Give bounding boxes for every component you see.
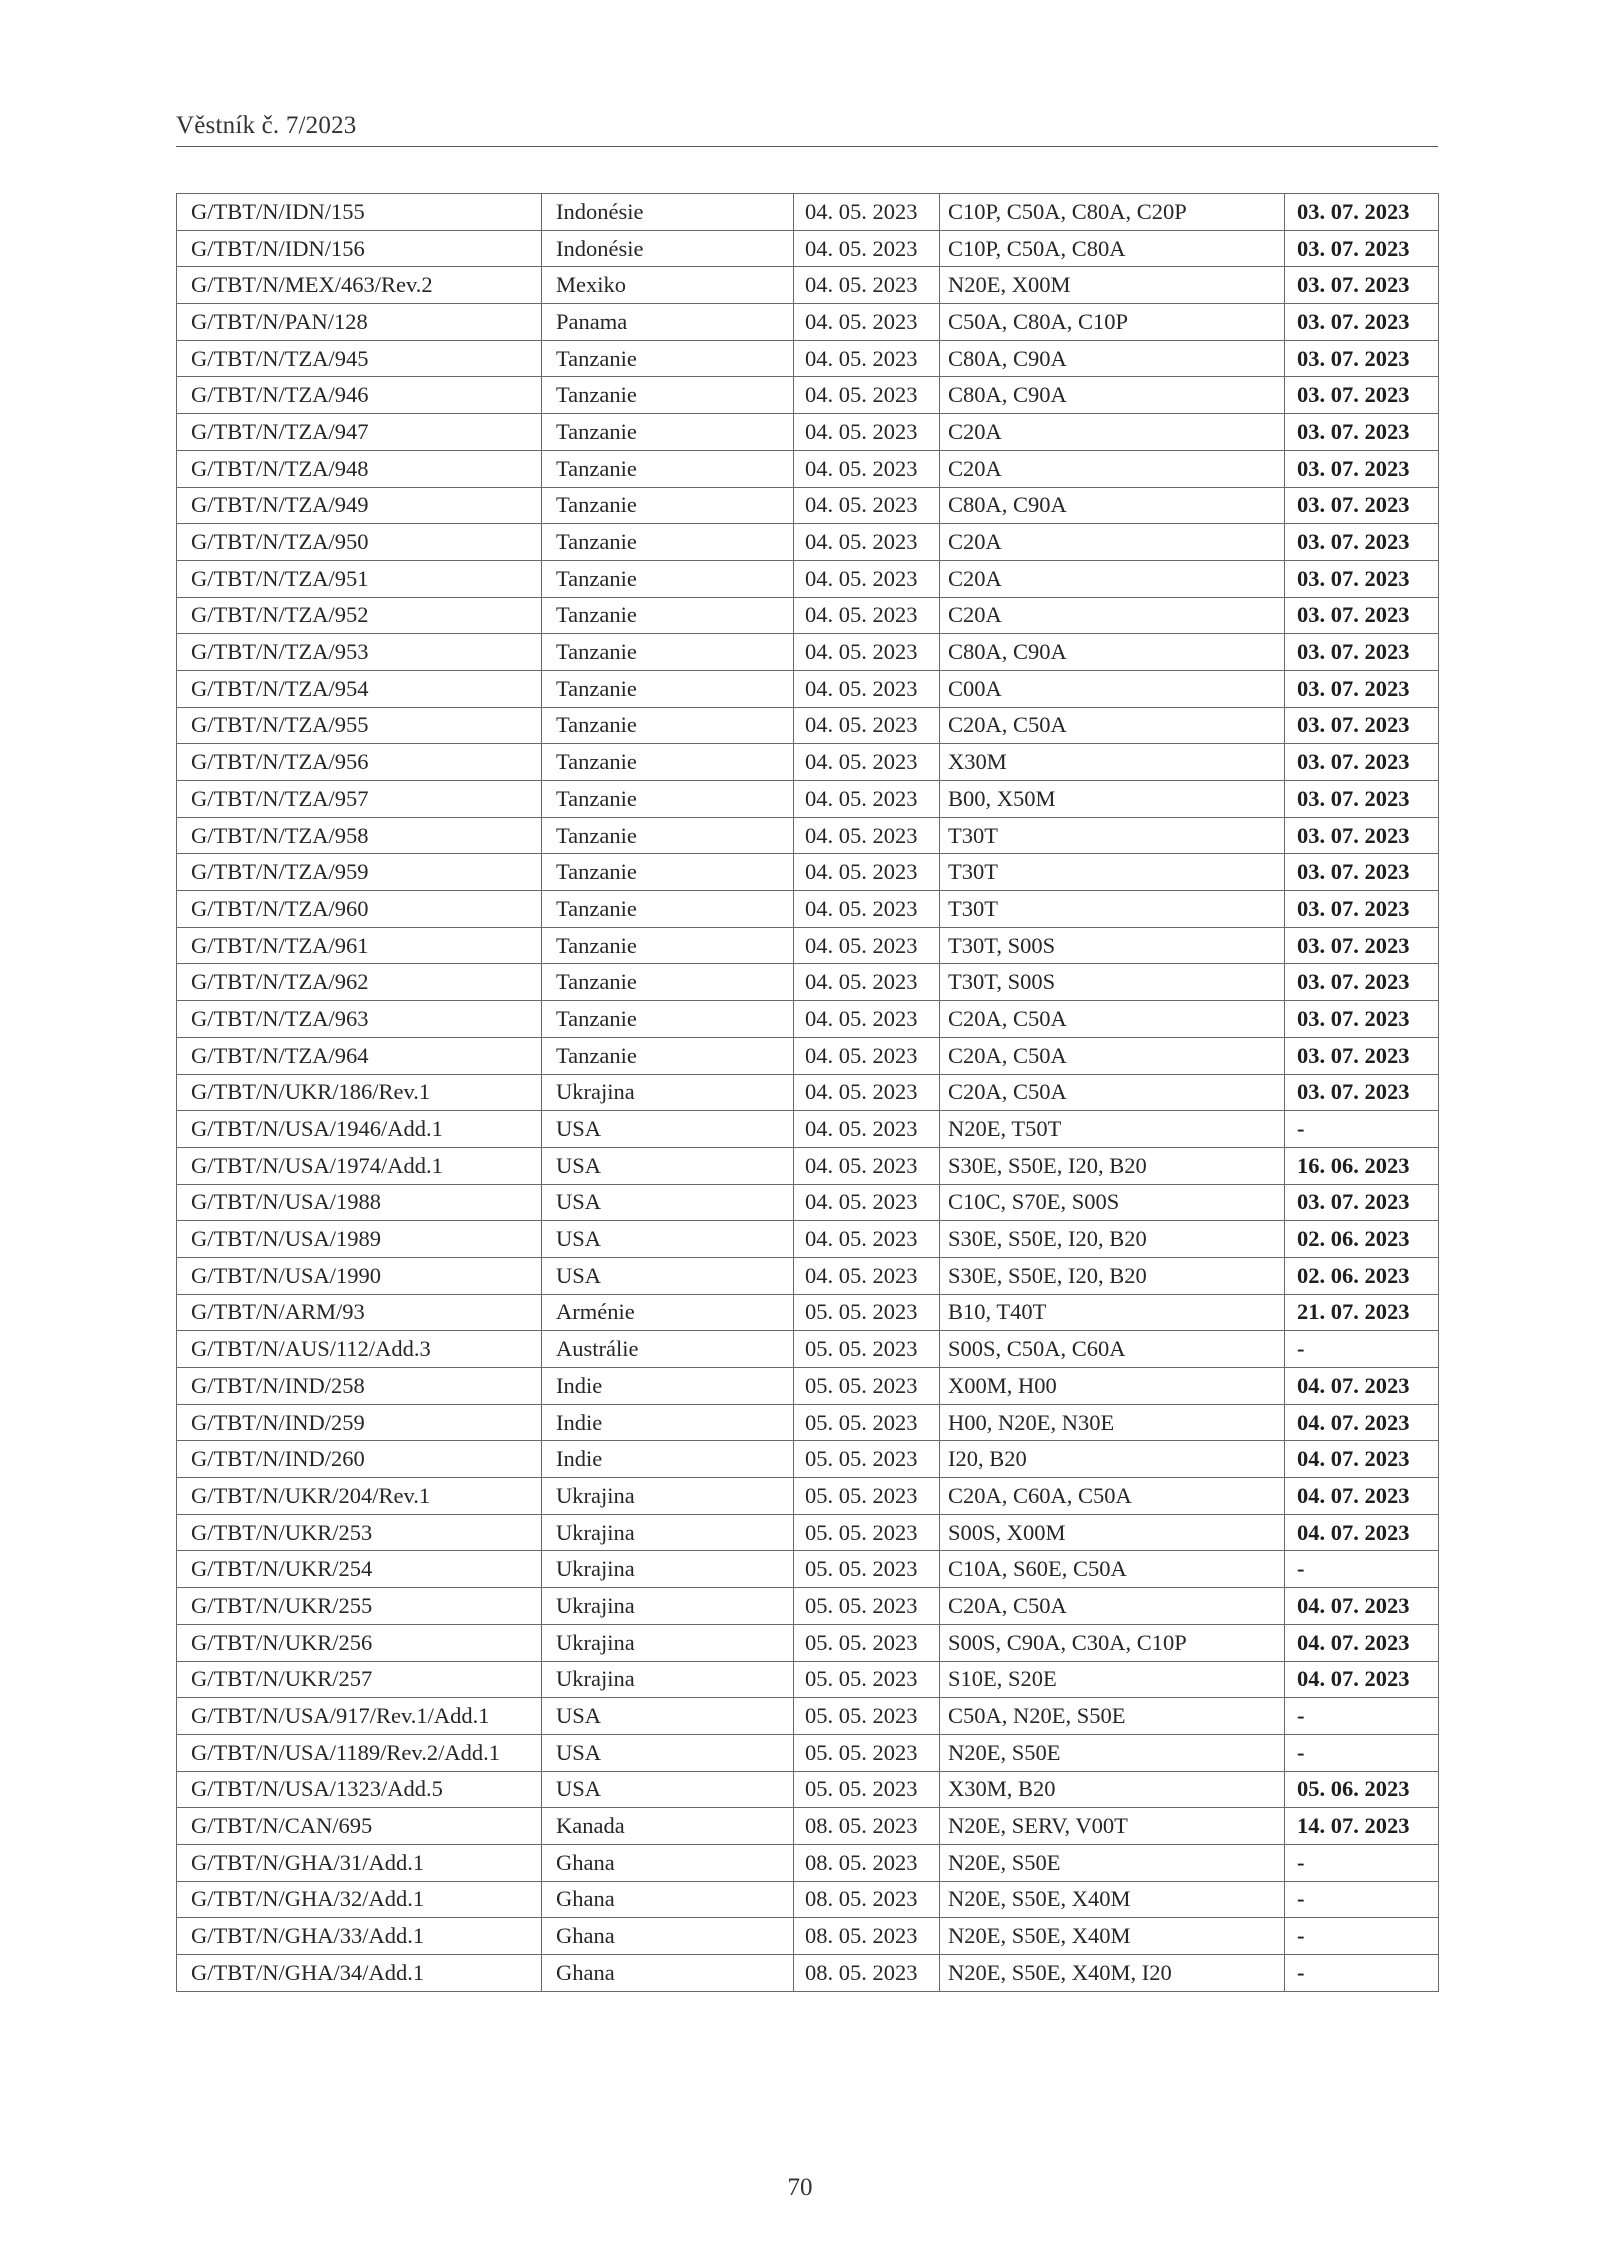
table-row [177,304,1439,341]
distribution-date: 05. 05. 2023 [794,1771,940,1808]
notifying-country: Indie [542,1441,794,1478]
page-number: 70 [787,2174,813,2201]
notifying-country: USA [542,1221,794,1258]
notifying-country: Indie [542,1368,794,1405]
notification-symbol: G/TBT/N/USA/1323/Add.5 [177,1771,542,1808]
product-codes: T30T [940,854,1285,891]
notifying-country: Tanzanie [542,487,794,524]
notifying-country: USA [542,1734,794,1771]
distribution-date: 05. 05. 2023 [794,1734,940,1771]
table-row [177,1881,1439,1918]
comment-deadline: 03. 07. 2023 [1285,927,1439,964]
table-row [177,230,1439,267]
table-row [177,597,1439,634]
notifying-country: Tanzanie [542,414,794,451]
product-codes: S30E, S50E, I20, B20 [940,1221,1285,1258]
notification-symbol: G/TBT/N/UKR/254 [177,1551,542,1588]
comment-deadline: 03. 07. 2023 [1285,1184,1439,1221]
distribution-date: 04. 05. 2023 [794,230,940,267]
product-codes: C80A, C90A [940,487,1285,524]
table-row [177,634,1439,671]
product-codes: C20A [940,450,1285,487]
table-row [177,1734,1439,1771]
comment-deadline: 03. 07. 2023 [1285,377,1439,414]
notifying-country: USA [542,1257,794,1294]
notification-symbol: G/TBT/N/TZA/954 [177,670,542,707]
distribution-date: 04. 05. 2023 [794,817,940,854]
distribution-date: 04. 05. 2023 [794,1074,940,1111]
comment-deadline: 02. 06. 2023 [1285,1221,1439,1258]
comment-deadline: - [1285,1331,1439,1368]
distribution-date: 05. 05. 2023 [794,1404,940,1441]
notifying-country: Tanzanie [542,634,794,671]
notification-symbol: G/TBT/N/TZA/960 [177,891,542,928]
notification-symbol: G/TBT/N/USA/1189/Rev.2/Add.1 [177,1734,542,1771]
notification-symbol: G/TBT/N/USA/1990 [177,1257,542,1294]
notifying-country: Indie [542,1404,794,1441]
notifying-country: Kanada [542,1808,794,1845]
product-codes: N20E, S50E, X40M [940,1881,1285,1918]
running-header: Věstník č. 7/2023 [176,112,357,139]
notifying-country: Tanzanie [542,927,794,964]
product-codes: N20E, S50E [940,1844,1285,1881]
notification-symbol: G/TBT/N/IND/259 [177,1404,542,1441]
product-codes: X30M, B20 [940,1771,1285,1808]
notifying-country: Tanzanie [542,707,794,744]
table-row [177,1514,1439,1551]
distribution-date: 04. 05. 2023 [794,1147,940,1184]
comment-deadline: 04. 07. 2023 [1285,1478,1439,1515]
table-row [177,964,1439,1001]
product-codes: N20E, S50E [940,1734,1285,1771]
notifying-country: Tanzanie [542,450,794,487]
notifying-country: Ukrajina [542,1661,794,1698]
comment-deadline: 03. 07. 2023 [1285,524,1439,561]
comment-deadline: 04. 07. 2023 [1285,1514,1439,1551]
comment-deadline: 03. 07. 2023 [1285,230,1439,267]
distribution-date: 04. 05. 2023 [794,1184,940,1221]
notifying-country: Ghana [542,1844,794,1881]
notification-symbol: G/TBT/N/USA/1946/Add.1 [177,1111,542,1148]
distribution-date: 04. 05. 2023 [794,524,940,561]
table-row [177,340,1439,377]
table-row [177,1478,1439,1515]
notifying-country: Ukrajina [542,1624,794,1661]
notification-symbol: G/TBT/N/UKR/256 [177,1624,542,1661]
comment-deadline: 03. 07. 2023 [1285,744,1439,781]
product-codes: C20A, C50A [940,1074,1285,1111]
table-row [177,1624,1439,1661]
notifying-country: Tanzanie [542,744,794,781]
distribution-date: 04. 05. 2023 [794,560,940,597]
notifying-country: Arménie [542,1294,794,1331]
comment-deadline: 03. 07. 2023 [1285,964,1439,1001]
table-row [177,1184,1439,1221]
table-row [177,1147,1439,1184]
comment-deadline: 03. 07. 2023 [1285,817,1439,854]
distribution-date: 04. 05. 2023 [794,340,940,377]
distribution-date: 08. 05. 2023 [794,1955,940,1992]
product-codes: B00, X50M [940,781,1285,818]
distribution-date: 04. 05. 2023 [794,891,940,928]
distribution-date: 04. 05. 2023 [794,964,940,1001]
comment-deadline: - [1285,1844,1439,1881]
notifying-country: Indonésie [542,230,794,267]
distribution-date: 04. 05. 2023 [794,634,940,671]
comment-deadline: 03. 07. 2023 [1285,304,1439,341]
notification-symbol: G/TBT/N/TZA/955 [177,707,542,744]
product-codes: C10A, S60E, C50A [940,1551,1285,1588]
notifying-country: Tanzanie [542,854,794,891]
notification-symbol: G/TBT/N/USA/917/Rev.1/Add.1 [177,1698,542,1735]
table-row [177,1551,1439,1588]
distribution-date: 05. 05. 2023 [794,1368,940,1405]
notifying-country: Austrálie [542,1331,794,1368]
notification-symbol: G/TBT/N/USA/1989 [177,1221,542,1258]
product-codes: C80A, C90A [940,377,1285,414]
notifying-country: Tanzanie [542,817,794,854]
notification-symbol: G/TBT/N/UKR/255 [177,1588,542,1625]
table-row [177,927,1439,964]
comment-deadline: 04. 07. 2023 [1285,1661,1439,1698]
comment-deadline: - [1285,1551,1439,1588]
comment-deadline: 03. 07. 2023 [1285,1001,1439,1038]
notification-symbol: G/TBT/N/TZA/952 [177,597,542,634]
notifying-country: Tanzanie [542,597,794,634]
notifying-country: USA [542,1111,794,1148]
comment-deadline: 03. 07. 2023 [1285,1074,1439,1111]
table-row [177,1588,1439,1625]
notification-symbol: G/TBT/N/TZA/961 [177,927,542,964]
notification-symbol: G/TBT/N/TZA/951 [177,560,542,597]
distribution-date: 05. 05. 2023 [794,1661,940,1698]
table-row [177,1368,1439,1405]
product-codes: N20E, SERV, V00T [940,1808,1285,1845]
notification-symbol: G/TBT/N/MEX/463/Rev.2 [177,267,542,304]
table-row [177,817,1439,854]
table-row [177,487,1439,524]
table-row [177,377,1439,414]
notifying-country: Ghana [542,1955,794,1992]
distribution-date: 04. 05. 2023 [794,597,940,634]
notification-symbol: G/TBT/N/TZA/953 [177,634,542,671]
distribution-date: 04. 05. 2023 [794,670,940,707]
comment-deadline: 04. 07. 2023 [1285,1404,1439,1441]
product-codes: C20A, C50A [940,1001,1285,1038]
product-codes: S10E, S20E [940,1661,1285,1698]
notifying-country: Tanzanie [542,781,794,818]
product-codes: I20, B20 [940,1441,1285,1478]
notification-symbol: G/TBT/N/GHA/31/Add.1 [177,1844,542,1881]
comment-deadline: 03. 07. 2023 [1285,414,1439,451]
notifying-country: Ukrajina [542,1074,794,1111]
product-codes: N20E, S50E, X40M [940,1918,1285,1955]
product-codes: C20A [940,597,1285,634]
table-row [177,1441,1439,1478]
comment-deadline: 05. 06. 2023 [1285,1771,1439,1808]
distribution-date: 04. 05. 2023 [794,414,940,451]
product-codes: T30T, S00S [940,927,1285,964]
table-row [177,1661,1439,1698]
distribution-date: 05. 05. 2023 [794,1331,940,1368]
product-codes: C10P, C50A, C80A [940,230,1285,267]
comment-deadline: 02. 06. 2023 [1285,1257,1439,1294]
distribution-date: 04. 05. 2023 [794,267,940,304]
distribution-date: 05. 05. 2023 [794,1478,940,1515]
table-row [177,1955,1439,1992]
comment-deadline: 04. 07. 2023 [1285,1441,1439,1478]
notifying-country: Ghana [542,1918,794,1955]
notifications-table-body [177,194,1439,1992]
distribution-date: 05. 05. 2023 [794,1624,940,1661]
product-codes: C20A [940,524,1285,561]
distribution-date: 04. 05. 2023 [794,1037,940,1074]
table-row [177,1037,1439,1074]
notifying-country: Tanzanie [542,891,794,928]
notifying-country: Panama [542,304,794,341]
notification-symbol: G/TBT/N/CAN/695 [177,1808,542,1845]
notifying-country: Tanzanie [542,377,794,414]
table-row [177,781,1439,818]
product-codes: C80A, C90A [940,634,1285,671]
product-codes: C10P, C50A, C80A, C20P [940,194,1285,231]
table-row [177,267,1439,304]
distribution-date: 04. 05. 2023 [794,450,940,487]
notification-symbol: G/TBT/N/TZA/947 [177,414,542,451]
notification-symbol: G/TBT/N/ARM/93 [177,1294,542,1331]
table-row [177,414,1439,451]
product-codes: C20A, C60A, C50A [940,1478,1285,1515]
comment-deadline: - [1285,1111,1439,1148]
notification-symbol: G/TBT/N/IDN/156 [177,230,542,267]
distribution-date: 05. 05. 2023 [794,1441,940,1478]
distribution-date: 08. 05. 2023 [794,1881,940,1918]
distribution-date: 04. 05. 2023 [794,744,940,781]
distribution-date: 05. 05. 2023 [794,1294,940,1331]
notifying-country: Tanzanie [542,560,794,597]
table-row [177,1331,1439,1368]
product-codes: X00M, H00 [940,1368,1285,1405]
comment-deadline: 03. 07. 2023 [1285,597,1439,634]
notifying-country: Ukrajina [542,1478,794,1515]
notification-symbol: G/TBT/N/TZA/963 [177,1001,542,1038]
product-codes: C20A [940,414,1285,451]
notification-symbol: G/TBT/N/PAN/128 [177,304,542,341]
distribution-date: 04. 05. 2023 [794,1001,940,1038]
notifications-table [176,193,1439,1992]
product-codes: C20A, C50A [940,1588,1285,1625]
distribution-date: 05. 05. 2023 [794,1514,940,1551]
notifying-country: Ukrajina [542,1514,794,1551]
notification-symbol: G/TBT/N/TZA/946 [177,377,542,414]
distribution-date: 04. 05. 2023 [794,854,940,891]
notification-symbol: G/TBT/N/AUS/112/Add.3 [177,1331,542,1368]
distribution-date: 04. 05. 2023 [794,487,940,524]
product-codes: C20A [940,560,1285,597]
product-codes: B10, T40T [940,1294,1285,1331]
notification-symbol: G/TBT/N/TZA/950 [177,524,542,561]
product-codes: C20A, C50A [940,707,1285,744]
table-row [177,1221,1439,1258]
table-row [177,1844,1439,1881]
comment-deadline: 04. 07. 2023 [1285,1368,1439,1405]
product-codes: H00, N20E, N30E [940,1404,1285,1441]
notifying-country: USA [542,1147,794,1184]
product-codes: S30E, S50E, I20, B20 [940,1257,1285,1294]
notifying-country: Ukrajina [542,1588,794,1625]
notification-symbol: G/TBT/N/TZA/949 [177,487,542,524]
notifying-country: Ukrajina [542,1551,794,1588]
comment-deadline: - [1285,1734,1439,1771]
notification-symbol: G/TBT/N/GHA/32/Add.1 [177,1881,542,1918]
table-row [177,450,1439,487]
table-row [177,1001,1439,1038]
notifying-country: Tanzanie [542,524,794,561]
comment-deadline: 04. 07. 2023 [1285,1624,1439,1661]
table-row [177,891,1439,928]
table-row [177,1404,1439,1441]
comment-deadline: 03. 07. 2023 [1285,854,1439,891]
table-row [177,1294,1439,1331]
notification-symbol: G/TBT/N/USA/1988 [177,1184,542,1221]
comment-deadline: 03. 07. 2023 [1285,707,1439,744]
table-row [177,194,1439,231]
comment-deadline: 03. 07. 2023 [1285,487,1439,524]
table-row [177,1698,1439,1735]
notification-symbol: G/TBT/N/UKR/186/Rev.1 [177,1074,542,1111]
product-codes: T30T [940,817,1285,854]
comment-deadline: 03. 07. 2023 [1285,1037,1439,1074]
distribution-date: 04. 05. 2023 [794,781,940,818]
comment-deadline: 16. 06. 2023 [1285,1147,1439,1184]
notifying-country: USA [542,1771,794,1808]
notification-symbol: G/TBT/N/TZA/957 [177,781,542,818]
product-codes: C20A, C50A [940,1037,1285,1074]
product-codes: N20E, T50T [940,1111,1285,1148]
table-row [177,1771,1439,1808]
product-codes: T30T, S00S [940,964,1285,1001]
table-row [177,1257,1439,1294]
distribution-date: 04. 05. 2023 [794,1257,940,1294]
comment-deadline: 03. 07. 2023 [1285,781,1439,818]
product-codes: S00S, X00M [940,1514,1285,1551]
product-codes: S30E, S50E, I20, B20 [940,1147,1285,1184]
product-codes: C10C, S70E, S00S [940,1184,1285,1221]
notification-symbol: G/TBT/N/GHA/34/Add.1 [177,1955,542,1992]
notification-symbol: G/TBT/N/TZA/956 [177,744,542,781]
comment-deadline: 03. 07. 2023 [1285,634,1439,671]
notifying-country: Ghana [542,1881,794,1918]
notification-symbol: G/TBT/N/TZA/962 [177,964,542,1001]
notification-symbol: G/TBT/N/GHA/33/Add.1 [177,1918,542,1955]
comment-deadline: 03. 07. 2023 [1285,267,1439,304]
notification-symbol: G/TBT/N/IND/260 [177,1441,542,1478]
table-row [177,670,1439,707]
table-row [177,1808,1439,1845]
product-codes: N20E, X00M [940,267,1285,304]
notifying-country: Tanzanie [542,670,794,707]
notifying-country: Tanzanie [542,1037,794,1074]
comment-deadline: - [1285,1698,1439,1735]
comment-deadline: 03. 07. 2023 [1285,560,1439,597]
table-row [177,707,1439,744]
product-codes: N20E, S50E, X40M, I20 [940,1955,1285,1992]
comment-deadline: - [1285,1918,1439,1955]
distribution-date: 04. 05. 2023 [794,377,940,414]
table-row [177,1918,1439,1955]
product-codes: T30T [940,891,1285,928]
distribution-date: 04. 05. 2023 [794,304,940,341]
notifying-country: USA [542,1698,794,1735]
product-codes: C50A, C80A, C10P [940,304,1285,341]
comment-deadline: 14. 07. 2023 [1285,1808,1439,1845]
notifying-country: Indonésie [542,194,794,231]
table-row [177,1074,1439,1111]
product-codes: C80A, C90A [940,340,1285,377]
notifying-country: Tanzanie [542,340,794,377]
distribution-date: 04. 05. 2023 [794,927,940,964]
comment-deadline: 03. 07. 2023 [1285,340,1439,377]
product-codes: C00A [940,670,1285,707]
notifying-country: USA [542,1184,794,1221]
distribution-date: 04. 05. 2023 [794,1111,940,1148]
notification-symbol: G/TBT/N/TZA/948 [177,450,542,487]
distribution-date: 05. 05. 2023 [794,1588,940,1625]
distribution-date: 08. 05. 2023 [794,1844,940,1881]
comment-deadline: 03. 07. 2023 [1285,450,1439,487]
table-row [177,744,1439,781]
notification-symbol: G/TBT/N/TZA/945 [177,340,542,377]
comment-deadline: 03. 07. 2023 [1285,670,1439,707]
notifying-country: Tanzanie [542,964,794,1001]
product-codes: S00S, C90A, C30A, C10P [940,1624,1285,1661]
distribution-date: 04. 05. 2023 [794,194,940,231]
comment-deadline: 03. 07. 2023 [1285,891,1439,928]
notification-symbol: G/TBT/N/IND/258 [177,1368,542,1405]
distribution-date: 04. 05. 2023 [794,707,940,744]
table-row [177,560,1439,597]
notifying-country: Tanzanie [542,1001,794,1038]
notification-symbol: G/TBT/N/USA/1974/Add.1 [177,1147,542,1184]
notification-symbol: G/TBT/N/TZA/958 [177,817,542,854]
notification-symbol: G/TBT/N/UKR/253 [177,1514,542,1551]
notifying-country: Mexiko [542,267,794,304]
comment-deadline: 04. 07. 2023 [1285,1588,1439,1625]
comment-deadline: 03. 07. 2023 [1285,194,1439,231]
notification-symbol: G/TBT/N/UKR/257 [177,1661,542,1698]
distribution-date: 04. 05. 2023 [794,1221,940,1258]
distribution-date: 08. 05. 2023 [794,1808,940,1845]
comment-deadline: - [1285,1881,1439,1918]
table-row [177,524,1439,561]
notification-symbol: G/TBT/N/IDN/155 [177,194,542,231]
comment-deadline: 21. 07. 2023 [1285,1294,1439,1331]
product-codes: C50A, N20E, S50E [940,1698,1285,1735]
notification-symbol: G/TBT/N/TZA/964 [177,1037,542,1074]
comment-deadline: - [1285,1955,1439,1992]
distribution-date: 08. 05. 2023 [794,1918,940,1955]
table-row [177,854,1439,891]
distribution-date: 05. 05. 2023 [794,1698,940,1735]
header-rule [176,146,1438,147]
distribution-date: 05. 05. 2023 [794,1551,940,1588]
notification-symbol: G/TBT/N/UKR/204/Rev.1 [177,1478,542,1515]
product-codes: X30M [940,744,1285,781]
notification-symbol: G/TBT/N/TZA/959 [177,854,542,891]
table-row [177,1111,1439,1148]
product-codes: S00S, C50A, C60A [940,1331,1285,1368]
